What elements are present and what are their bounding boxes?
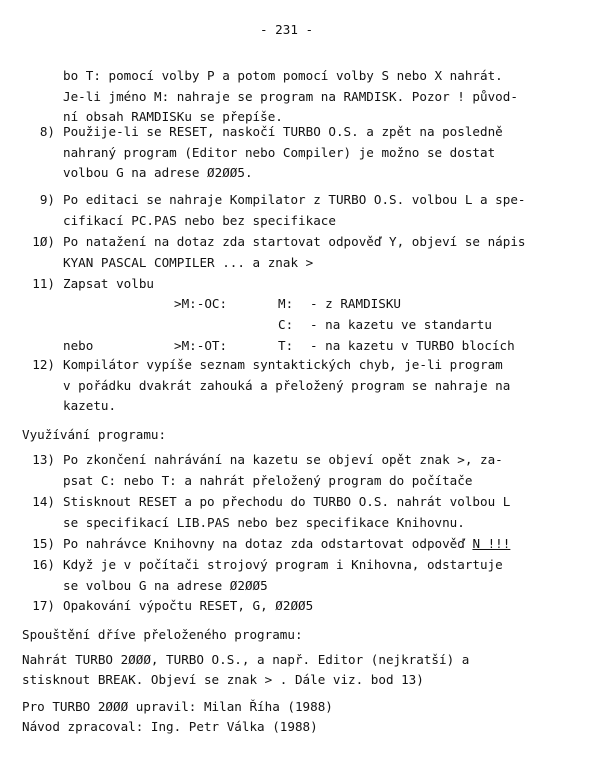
credit-line-1: Pro TURBO 2ØØØ upravil: Milan Říha (1988) <box>22 699 333 714</box>
item-text-line: ní obsah RAMDISKu se přepíše. <box>63 109 283 124</box>
para-run-line-2: stisknout BREAK. Objeví se znak > . Dále viz. bod 13) <box>22 672 424 687</box>
option-desc: - na kazetu v TURBO blocích <box>310 338 515 353</box>
item-text-line: psat C: nebo T: a nahrát přeložený program do počítače <box>63 472 473 488</box>
option-dev: M: <box>278 296 294 311</box>
item-text: Po nahrávce Knihovny na dotaz zda odstartovat odpověď <box>63 536 473 551</box>
item-text-line: Po natažení na dotaz zda startovat odpověď Y, objeví se nápis <box>63 234 526 249</box>
item-number: 9) <box>39 192 55 207</box>
option-dev: T: <box>278 338 294 353</box>
item-number: 8) <box>39 124 55 139</box>
item-text-line: se volbou G na adrese Ø2ØØ5 <box>63 577 268 593</box>
item-text-line: KYAN PASCAL COMPILER ... a znak > <box>63 254 314 270</box>
item-number: 1Ø) <box>32 234 55 249</box>
item-text-line: Použije-li se RESET, naskočí TURBO O.S. a zpět na posledně <box>63 124 503 139</box>
item-text-line: se specifikací LIB.PAS nebo bez specifikace Knihovnu. <box>63 514 465 530</box>
credit-line-2: Návod zpracoval: Ing. Petr Válka (1988) <box>22 719 318 734</box>
item-text-line: volbou G na adrese Ø2ØØ5. <box>63 165 253 180</box>
item-text-line: Zapsat volbu <box>63 276 154 291</box>
item-text-line <box>63 536 510 552</box>
item-number: 14) <box>32 494 55 509</box>
item-text-line: Po zkončení nahrávání na kazetu se objeví opět znak >, za- <box>63 452 503 467</box>
item-text-line: cifikací PC.PAS nebo bez specifikace <box>63 212 336 228</box>
option-desc: - z RAMDISKU <box>310 296 401 311</box>
item-text-line: nahraný program (Editor nebo Compiler) je možno se dostat <box>63 144 496 160</box>
option-desc: - na kazetu ve standartu <box>310 317 492 332</box>
item-number: 13) <box>32 452 55 467</box>
underlined-answer: N !!! <box>472 536 511 551</box>
item-number: 16) <box>32 557 55 572</box>
item-text-line: bo T: pomocí volby P a potom pomocí volby S nebo X nahrát. <box>63 68 503 83</box>
item-text-line: Stisknout RESET a po přechodu do TURBO O.S. nahrát volbou L <box>63 494 511 509</box>
item-text-line: Je-li jméno M: nahraje se program na RAMDISK. Pozor ! původ- <box>63 88 518 104</box>
heading-run: Spouštění dříve přeloženého programu: <box>22 627 303 642</box>
heading-usage: Využívání programu: <box>22 427 167 442</box>
item-text-line: Po editaci se nahraje Kompilator z TURBO O.S. volbou L a spe- <box>63 192 526 207</box>
page-number: - 231 - <box>260 22 314 37</box>
item-text-line: kazetu. <box>63 398 117 413</box>
item-text-line: v pořádku dvakrát zahouká a přeložený program se nahraje na <box>63 377 511 393</box>
item-number: 17) <box>32 598 55 613</box>
para-run-line-1: Nahrát TURBO 2ØØØ, TURBO O.S., a např. Editor (nejkratší) a <box>22 652 470 667</box>
option-cmd: >M:-OT: <box>174 338 228 353</box>
option-prefix: nebo <box>63 338 94 353</box>
option-dev: C: <box>278 317 294 332</box>
item-number: 12) <box>32 357 55 372</box>
item-text-line: Kompilátor vypíše seznam syntaktických chyb, je-li program <box>63 357 503 372</box>
item-text-line: Opakování výpočtu RESET, G, Ø2ØØ5 <box>63 598 314 613</box>
item-text-line: Když je v počítači strojový program i Knihovna, odstartuje <box>63 557 503 572</box>
item-number: 11) <box>32 276 55 291</box>
item-number: 15) <box>32 536 55 551</box>
option-cmd: >M:-OC: <box>174 296 228 311</box>
